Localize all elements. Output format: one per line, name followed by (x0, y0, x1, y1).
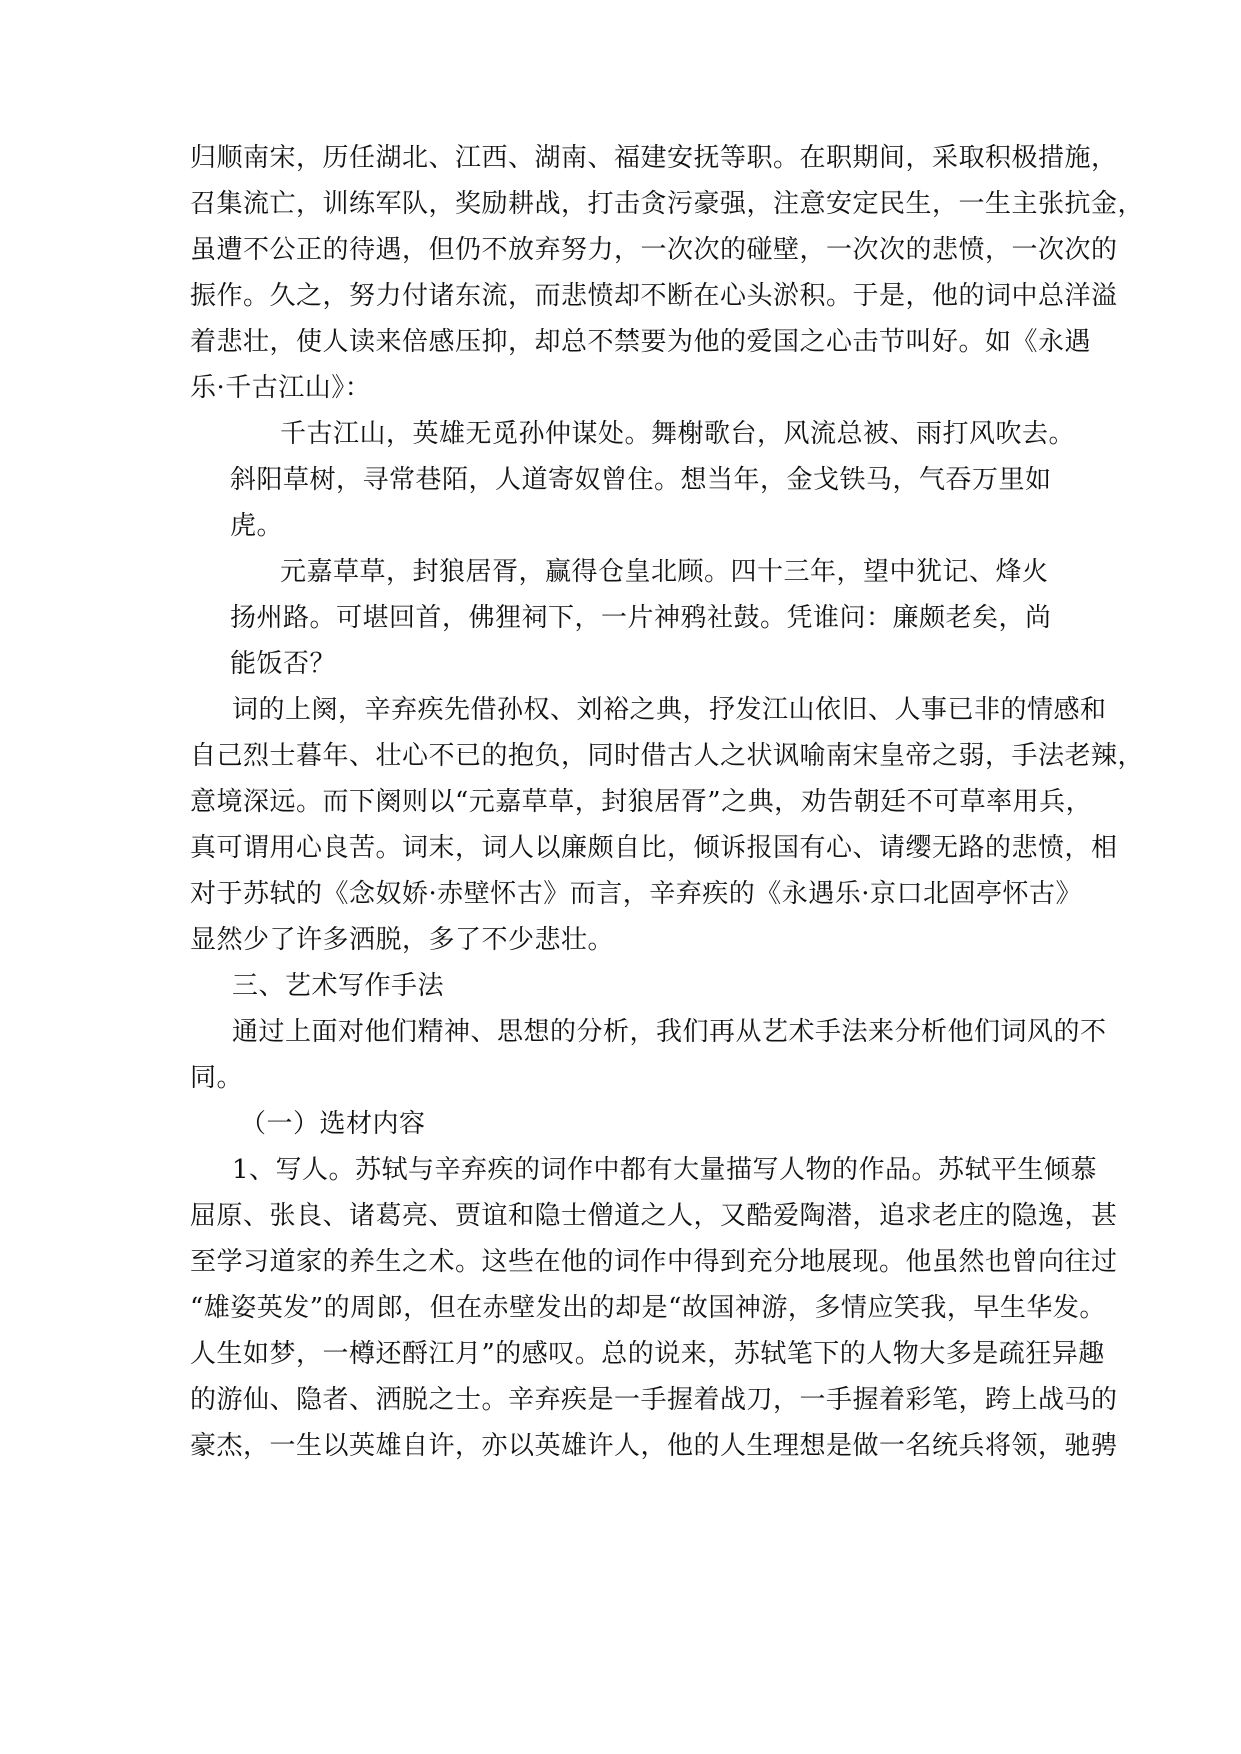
text-line: 的游仙、隐者、洒脱之士。辛弃疾是一手握着战刀，一手握着彩笔，跨上战马的 (190, 1385, 1118, 1415)
text-line: 词的上阕，辛弃疾先借孙权、刘裕之典，抒发江山依旧、人事已非的情感和 (232, 695, 1107, 725)
text-line: 屈原、张良、诸葛亮、贾谊和隐士僧道之人，又酷爱陶潜，追求老庄的隐逸，甚 (190, 1201, 1118, 1231)
text-line: 同。 (190, 1063, 244, 1093)
text-line: 乐·千古江山》： (190, 373, 372, 403)
text-line: “雄姿英发”的周郎，但在赤壁发出的却是“故国神游，多情应笑我，早生华发。 (190, 1293, 1106, 1323)
text-line: 对于苏轼的《念奴娇·赤壁怀古》而言，辛弃疾的《永遇乐·京口北固亭怀古》 (190, 879, 1083, 909)
text-line: 真可谓用心良苦。词末，词人以廉颇自比，倾诉报国有心、请缨无路的悲愤，相 (190, 833, 1118, 863)
poem-line: 扬州路。可堪回首，佛狸祠下，一片神鸦社鼓。凭谁问：廉颇老矣，尚 (230, 603, 1052, 633)
text-line: 归顺南宋，历任湖北、江西、湖南、福建安抚等职。在职期间，采取积极措施， (190, 143, 1118, 173)
text-line: 显然少了许多洒脱，多了不少悲壮。 (190, 925, 615, 955)
text-line: 意境深远。而下阕则以“元嘉草草，封狼居胥”之典，劝告朝廷不可草率用兵， (190, 787, 1093, 817)
text-line: 豪杰，一生以英雄自许，亦以英雄许人，他的人生理想是做一名统兵将领，驰骋 (190, 1431, 1118, 1461)
text-line: 着悲壮，使人读来倍感压抑，却总不禁要为他的爱国之心击节叫好。如《永遇 (190, 327, 1092, 357)
text-line: 人生如梦，一樽还酹江月”的感叹。总的说来，苏轼笔下的人物大多是疏狂异趣 (190, 1339, 1105, 1369)
text-line: 1、写人。苏轼与辛弃疾的词作中都有大量描写人物的作品。苏轼平生倾慕 (232, 1155, 1098, 1185)
text-line: 振作。久之，努力付诸东流，而悲愤却不断在心头淤积。于是，他的词中总洋溢 (190, 281, 1118, 311)
text-line: 虽遭不公正的待遇，但仍不放弃努力，一次次的碰壁，一次次的悲愤，一次次的 (190, 235, 1118, 265)
poem-line: 能饭否？ (230, 649, 337, 679)
section-heading: 三、艺术写作手法 (232, 971, 445, 1001)
text-line: 召集流亡，训练军队，奖励耕战，打击贪污豪强，注意安定民生，一生主张抗金， (190, 189, 1145, 219)
poem-line: 虎。 (230, 511, 284, 541)
poem-line: 千古江山，英雄无觅孙仲谋处。舞榭歌台，风流总被、雨打风吹去。 (280, 419, 1076, 449)
subsection-heading: （一）选材内容 (240, 1109, 426, 1139)
poem-line: 斜阳草树，寻常巷陌，人道寄奴曾住。想当年，金戈铁马，气吞万里如 (230, 465, 1052, 495)
text-line: 自己烈士暮年、壮心不已的抱负，同时借古人之状讽喻南宋皇帝之弱，手法老辣， (190, 741, 1145, 771)
text-line: 至学习道家的养生之术。这些在他的词作中得到充分地展现。他虽然也曾向往过 (190, 1247, 1118, 1277)
text-line: 通过上面对他们精神、思想的分析，我们再从艺术手法来分析他们词风的不 (232, 1017, 1107, 1047)
poem-line: 元嘉草草，封狼居胥，赢得仓皇北顾。四十三年，望中犹记、烽火 (280, 557, 1049, 587)
